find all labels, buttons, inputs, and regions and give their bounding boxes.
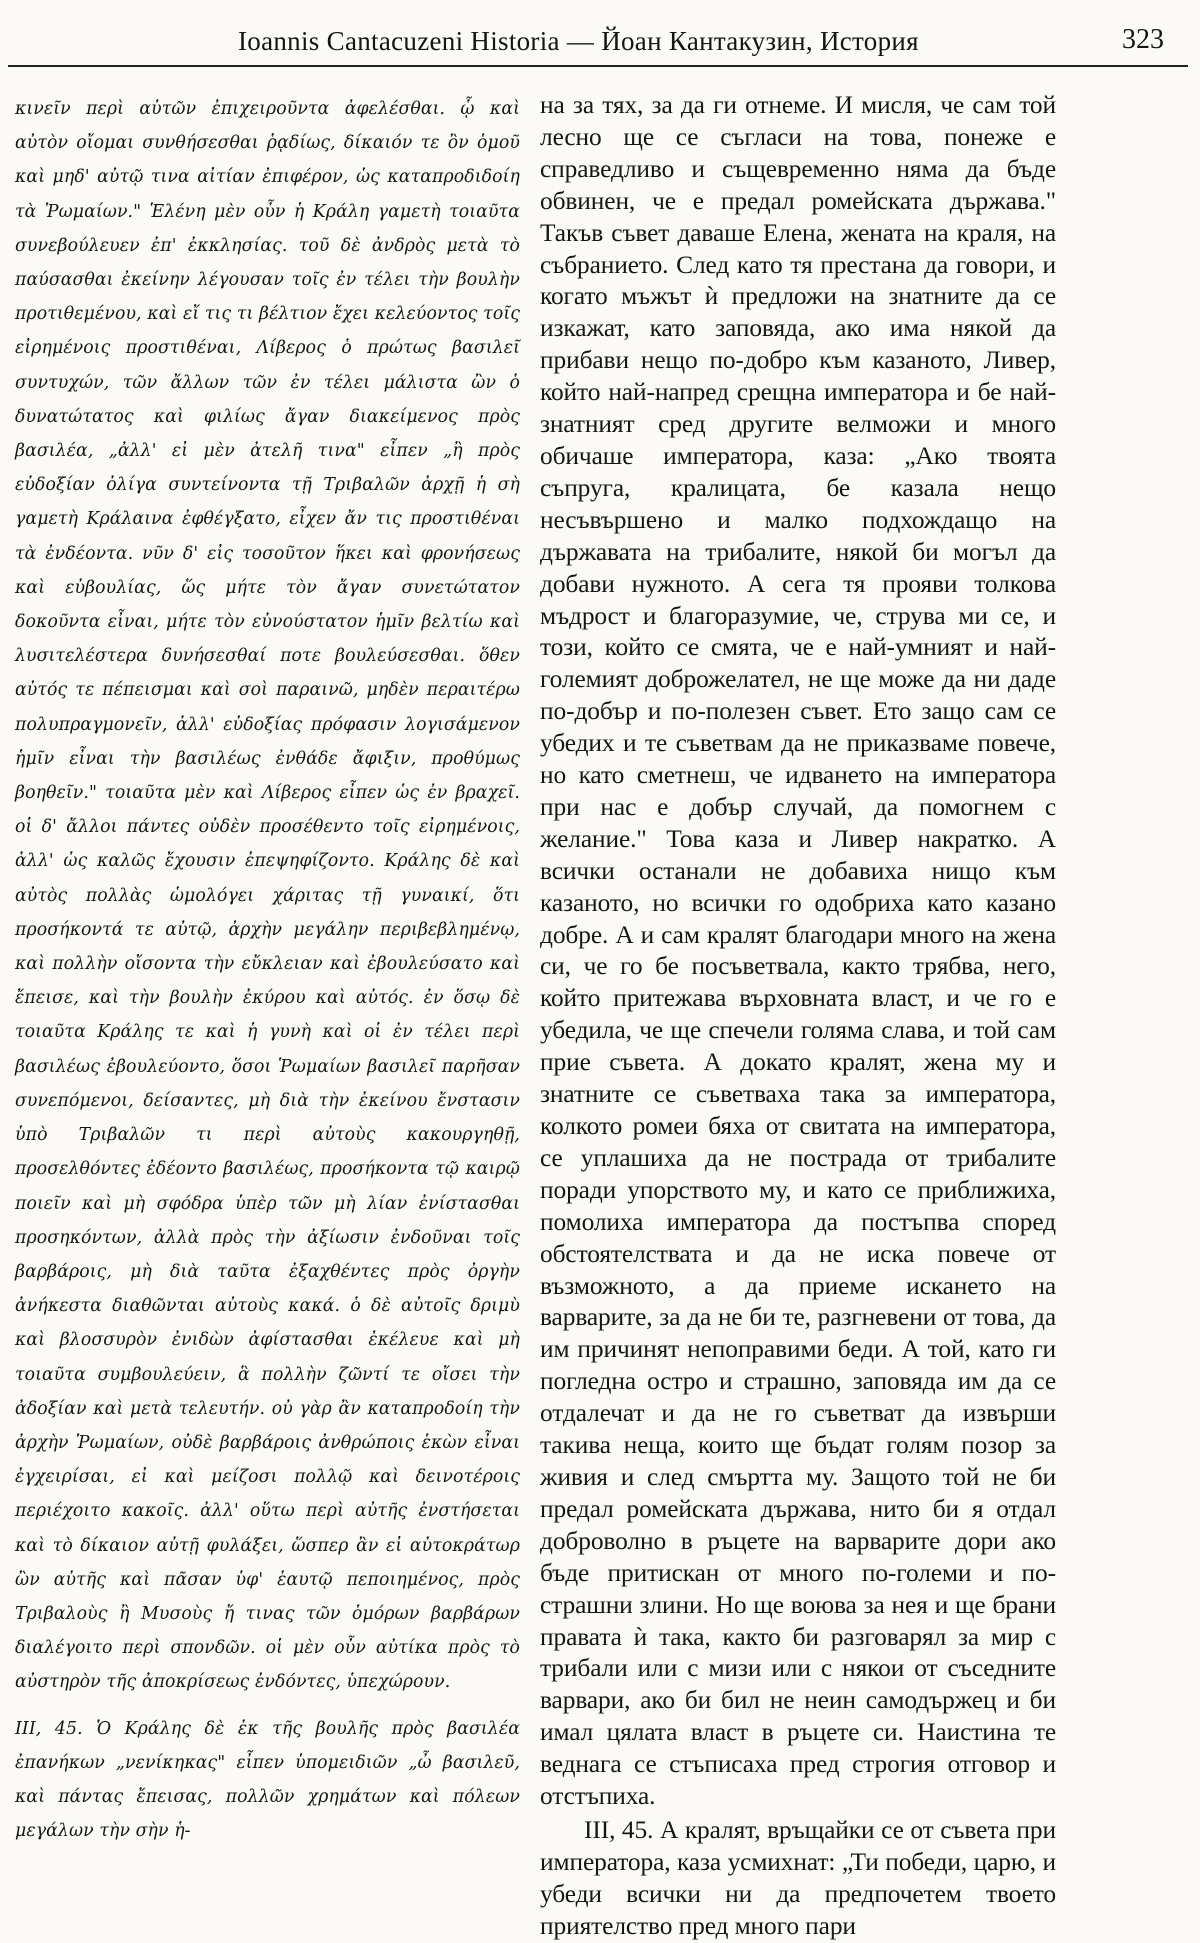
bulgarian-paragraph-2: III, 45. А кралят, връщайки се от съвета при императора, каза усмихнат: „Ти победи, царю, и убеди всички ни да предпочетем твоето приятелство пред много пари — [540, 1815, 1056, 1940]
header-rule — [8, 65, 1188, 67]
bulgarian-paragraph-1: на за тях, за да ги отнеме. И мисля, че сам той лесно ще се съгласи на това, понеже е справедливо и същевременно няма да бъде обвинен, че е предал ромейската държава." Такъв съвет даваше Елена, жената на краля, на събранието. След като тя престана да говори, и когато мъжът ѝ предложи на знатните да се изкажат, като заповяда, ако има някой да прибави нещо по-добро към казаното, Ливер, който най-напред срещна императора и бе най-знатният сред другите велможи и много обичаше императора, каза: „Ако твоята съпруга, кралицата, бе казала нещо несъвършено и малко подхождащо на държавата на трибалите, някой би могъл да добави нужното. А сега тя прояви толкова мъдрост и благоразумие, че, струва ми се, и този, който се смята, че е най-умният и най-големият доброжелател, не ще може да ни даде по-добър и по-полезен съвет. Ето защо сам се убедих и те съветвам да не приказваме повече, но като сметнеш, че идването на императора при нас е добър случай, да помогнем с желание." Това каза и Ливер накратко. А всички останали не добавиха нищо към казаното, но всички го одобриха като казано добре. А и сам кралят благодари много на жена си, че го бе посъветвала, както трябва, него, който притежава върховната власт, и че го е убедила, че ще спечели голяма слава, и той сам прие съвета. А докато кралят, жена му и знатните се съветваха така за императора, колкото ромеи бяха от свитата на императора, се уплашиха да не пострада от трибалите поради упорството му, и като се приближиха, помолиха императора да постъпва според обстоятелствата и да не иска повече от възможното, а да приеме искането на варварите, за да не би те, разгневени от това, да им причинят непоправими беди. А той, като ги погледна остро и страшно, заповяда им да се отдалечат и да не го съветват да извърши такива неща, които ще бъдат голям позор за живия и след смъртта му. Защото той не би предал ромейската държава, нито би я отдал доброволно в ръцете на варварите дори ако бъде притискан от много по-големи и по-страшни злини. Но ще воюва за нея и ще брани правата ѝ така, както би разговарял за мир с трибали или с мизи или с някои от съседните варвари, ако би бил не неин самодържец и би имал цялата власт в ръцете си. Наистина те веднага се стъписаха пред строгия отговор и отстъпиха. — [540, 91, 1056, 1811]
greek-paragraph-2: III, 45. Ὁ Κράλης δὲ ἐκ τῆς βουλῆς πρὸς βασιλέα ἐπανήκων „νενίκηκας" εἶπεν ὑπομειδιῶν „ὦ βασιλεῦ, καὶ πάντας ἔπεισας, πολλῶν χρημάτων καὶ πόλεων μεγάλων τὴν σὴν ἡ- — [15, 1718, 520, 1842]
greek-text-column — [15, 92, 520, 1848]
page-number: 323 — [1122, 24, 1164, 55]
running-header — [8, 18, 1188, 58]
bulgarian-translation-column — [540, 90, 1056, 1943]
running-title: Ioannis Cantacuzeni Historia — Йоан Кантакузин, История — [238, 26, 919, 56]
greek-paragraph-1: κινεῖν περὶ αὐτῶν ἐπιχειροῦντα ἀφελέσθαι. ᾧ καὶ αὐτὸν οἴομαι συνθήσεσθαι ῥᾳδίως, δίκαιόν τε ὂν ὁμοῦ καὶ μηδ' αὐτῷ τινα αἰτίαν ἐπιφέρον, ὡς καταπροδιδοίη τὰ Ῥωμαίων." Ἑλένη μὲν οὖν ἡ Κράλη γαμετὴ τοιαῦτα συνεβούλευεν ἐπ' ἐκκλησίας. τοῦ δὲ ἀνδρὸς μετὰ τὸ παύσασθαι ἐκείνην λέγουσαν τοῖς ἐν τέλει τὴν βουλὴν προτιθεμένου, καὶ εἴ τις τι βέλτιον ἔχει κελεύοντος τοῖς εἰρημένοις προστιθέναι, Λίβερος ὁ πρώτως βασιλεῖ συντυχών, τῶν ἄλλων τῶν ἐν τέλει μάλιστα ὢν ὁ δυνατώτατος καὶ φιλίως ἄγαν διακείμενος πρὸς βασιλέα, „ἀλλ' εἰ μὲν ἀτελῆ τινα" εἶπεν „ἢ πρὸς εὐδοξίαν ὀλίγα συντείνοντα τῇ Τριβαλῶν ἀρχῇ ἡ σὴ γαμετὴ Κράλαινα ἐφθέγξατο, εἶχεν ἄν τις προστιθέναι τὰ ἐνδέοντα. νῦν δ' εἰς τοσοῦτον ἥκει καὶ φρονήσεως καὶ εὐβουλίας, ὥς μήτε τὸν ἄγαν συνετώτατον δοκοῦντα εἶναι, μήτε τὸν εὐνούστατον ἡμῖν βελτίω καὶ λυσιτελέστερα δυνήσεσθαί ποτε βουλεύσεσθαι. ὅθεν αὐτός τε πέπεισμαι καὶ σοὶ παραινῶ, μηδὲν περαιτέρω πολυπραγμονεῖν, ἀλλ' εὐδοξίας πρόφασιν λογισάμενον ἡμῖν εἶναι τὴν βασιλέως ἐνθάδε ἄφιξιν, προθύμως βοηθεῖν." τοιαῦτα μὲν καὶ Λίβερος εἶπεν ὡς ἐν βραχεῖ. οἱ δ' ἄλλοι πάντες οὐδὲν προσέθεντο τοῖς εἰρημένοις, ἀλλ' ὡς καλῶς ἔχουσιν ἐπεψηφίζοντο. Κράλης δὲ καὶ αὐτὸς πολλὰς ὡμολόγει χάριτας τῇ γυναικί, ὅτι προσήκοντά τε αὐτῷ, ἀρχὴν μεγάλην περιβεβλημένῳ, καὶ πολλὴν οἴσοντα τὴν εὔκλειαν καὶ ἐβουλεύσατο καὶ ἔπεισε, καὶ τὴν βουλὴν ἐκύρου καὶ αὐτός. ἐν ὅσῳ δὲ τοιαῦτα Κράλης τε καὶ ἡ γυνὴ καὶ οἱ ἐν τέλει περὶ βασιλέως ἐβουλεύοντο, ὅσοι Ῥωμαίων βασιλεῖ παρῆσαν συνεπόμενοι, δείσαντες, μὴ διὰ τὴν ἐκείνου ἔνστασιν ὑπὸ Τριβαλῶν τι περὶ αὐτοὺς κακουργηθῇ, προσελθόντες ἐδέοντο βασιλέως, προσήκοντα τῷ καιρῷ ποιεῖν καὶ μὴ σφόδρα ὑπὲρ τῶν μὴ λίαν ἐνίστασθαι προσηκόντων, ἀλλὰ πρὸς τὴν ἀξίωσιν ἐνδοῦναι τοῖς βαρβάροις, μὴ διὰ ταῦτα ἐξαχθέντες πρὸς ὀργὴν ἀνήκεστα διαθῶνται αὐτοὺς κακά. ὁ δὲ αὐτοῖς δριμὺ καὶ βλοσσυρὸν ἐνιδὼν ἀφίστασθαι ἐκέλευε καὶ μὴ τοιαῦτα συμβουλεύειν, ἃ πολλὴν ζῶντί τε οἴσει τὴν ἀδοξίαν καὶ μετὰ τελευτήν. οὐ γὰρ ἂν καταπροδοίη τὴν ἀρχὴν Ῥωμαίων, οὐδὲ βαρβάροις ἀνθρώποις ἑκὼν εἶναι ἐγχειρίσαι, εἰ καὶ μείζοσι πολλῷ καὶ δεινοτέροις περιέχοιτο κακοῖς. ἀλλ' οὕτω περὶ αὐτῆς ἐνστήσεται καὶ τὸ δίκαιον αὐτῇ φυλάξει, ὥσπερ ἂν εἰ αὐτοκράτωρ ὢν αὐτῆς καὶ πᾶσαν ὑφ' ἑαυτῷ πεποιημένος, πρὸς Τριβαλοὺς ἢ Μυσοὺς ἤ τινας τῶν ὁμόρων βαρβάρων διαλέγοιτο περὶ σπονδῶν. οἱ μὲν οὖν αὐτίκα πρὸς τὸ αὐστηρὸν τῆς ἀποκρίσεως ἐνδόντες, ὑπεχώρουν. — [15, 99, 520, 1693]
